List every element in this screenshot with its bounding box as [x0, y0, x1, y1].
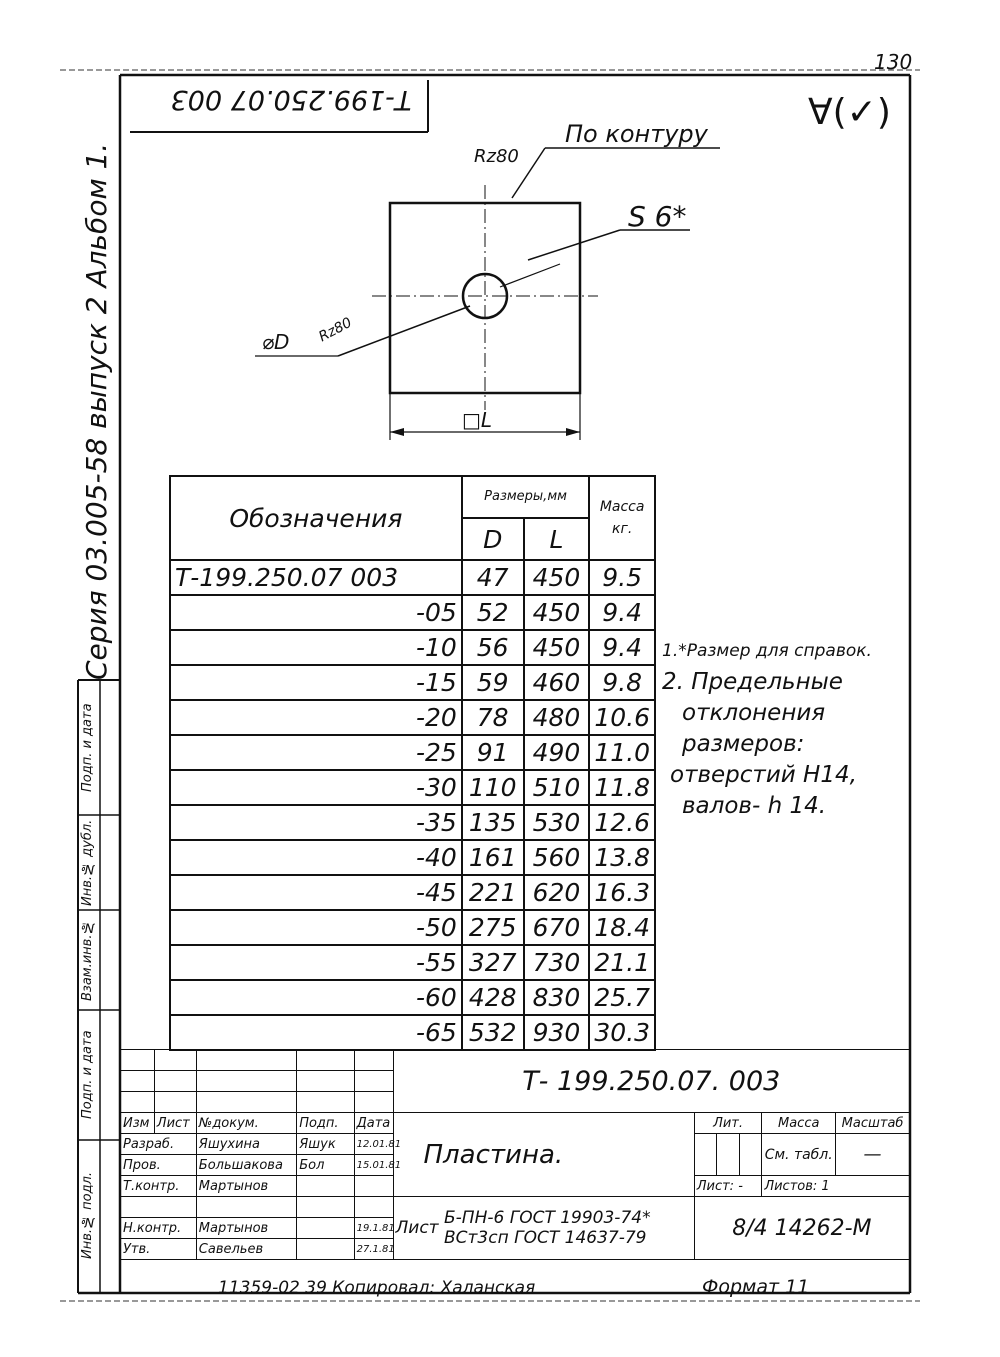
row-designation: -25	[170, 735, 462, 770]
row-mass: 25.7	[589, 980, 655, 1015]
side-stamp-vzam-inv: Взам.инв.№	[80, 919, 95, 1001]
row-designation: -05	[170, 595, 462, 630]
row-l: 560	[524, 840, 590, 875]
table-row	[170, 910, 655, 945]
series-label: Серия 03.005-58 выпуск 2 Альбом 1.	[80, 142, 113, 680]
row-designation: -45	[170, 875, 462, 910]
person-role: Н.контр.	[121, 1218, 197, 1239]
note-line: 1.*Размер для справок.	[662, 641, 872, 661]
person-role: Т.контр.	[121, 1176, 197, 1197]
row-d: 91	[462, 735, 524, 770]
person-name: Мартынов	[196, 1176, 296, 1197]
copied-by: 11359-02 39 Копировал: Халанская	[218, 1278, 536, 1298]
person-role: Разраб.	[121, 1134, 197, 1155]
contour-label: По контуру	[565, 120, 708, 148]
tb-header-izm: Изм	[121, 1113, 155, 1134]
row-l: 450	[524, 630, 590, 665]
person-date	[354, 1197, 393, 1218]
material-cell	[393, 1197, 694, 1260]
row-l: 730	[524, 945, 590, 980]
rotated-doc-code: Т-199.250.07 003	[170, 84, 412, 115]
row-designation: -15	[170, 665, 462, 700]
person-name: Савельев	[196, 1239, 296, 1260]
row-mass: 12.6	[589, 805, 655, 840]
row-mass: 11.8	[589, 770, 655, 805]
row-mass: 11.0	[589, 735, 655, 770]
person-date: 15.01.81	[354, 1155, 393, 1176]
row-mass: 9.8	[589, 665, 655, 700]
row-l: 670	[524, 910, 590, 945]
person-sign	[297, 1176, 354, 1197]
row-designation: -65	[170, 1015, 462, 1050]
person-role: Пров.	[121, 1155, 197, 1176]
row-d: 161	[462, 840, 524, 875]
table-row	[170, 595, 655, 630]
row-d: 275	[462, 910, 524, 945]
sheet-label: Лист: -	[694, 1176, 762, 1197]
row-designation: -50	[170, 910, 462, 945]
row-designation: -20	[170, 700, 462, 735]
person-name: Большакова	[196, 1155, 296, 1176]
row-mass: 21.1	[589, 945, 655, 980]
person-sign	[297, 1197, 354, 1218]
person-sign	[297, 1218, 354, 1239]
material-prefix: Лист	[395, 1218, 439, 1238]
row-designation: Т-199.250.07 003	[170, 560, 462, 595]
tb-header-list: Лист	[154, 1113, 196, 1134]
material-line-2: ВСт3сп ГОСТ 14637-79	[444, 1228, 647, 1248]
org-code: 8/4 14262-М	[694, 1197, 909, 1260]
row-mass: 16.3	[589, 875, 655, 910]
table-row	[170, 1015, 655, 1050]
person-name: Яшухина	[196, 1134, 296, 1155]
table-row	[170, 735, 655, 770]
row-mass: 10.6	[589, 700, 655, 735]
table-row	[170, 875, 655, 910]
row-l: 460	[524, 665, 590, 700]
rz-hole-label: Rz80	[316, 314, 355, 346]
row-d: 532	[462, 1015, 524, 1050]
person-role: Утв.	[121, 1239, 197, 1260]
side-stamp-inv-podl: Инв.№ подл.	[80, 1171, 95, 1259]
row-designation: -10	[170, 630, 462, 665]
row-d: 78	[462, 700, 524, 735]
person-date	[354, 1176, 393, 1197]
row-d: 59	[462, 665, 524, 700]
note-line: отверстий Н14,	[670, 762, 857, 788]
row-mass: 9.4	[589, 630, 655, 665]
person-role	[121, 1197, 197, 1218]
scale-value: —	[836, 1134, 910, 1176]
row-d: 56	[462, 630, 524, 665]
mass-label: Масса	[762, 1113, 836, 1134]
table-row	[170, 980, 655, 1015]
person-sign: Яшук	[297, 1134, 354, 1155]
row-l: 450	[524, 595, 590, 630]
row-l: 930	[524, 1015, 590, 1050]
sheet-corner-number: 130	[874, 50, 913, 74]
side-stamp-inv-dubl: Инв.№ дубл.	[80, 819, 95, 906]
row-designation: -55	[170, 945, 462, 980]
header-l: L	[524, 518, 590, 560]
row-d: 52	[462, 595, 524, 630]
table-row	[170, 665, 655, 700]
table-row	[170, 840, 655, 875]
table-row	[170, 700, 655, 735]
sheets-label: Листов: 1	[762, 1176, 910, 1197]
length-label: □L	[462, 408, 493, 432]
doc-code: Т- 199.250.07. 003	[393, 1050, 910, 1113]
row-d: 428	[462, 980, 524, 1015]
person-date: 27.1.81	[354, 1239, 393, 1260]
row-designation: -30	[170, 770, 462, 805]
row-mass: 13.8	[589, 840, 655, 875]
person-name: Мартынов	[196, 1218, 296, 1239]
format-label: Формат 11	[702, 1276, 810, 1298]
header-designation: Обозначения	[170, 476, 462, 560]
person-name	[196, 1197, 296, 1218]
side-stamp-podp-data-1: Подп. и дата	[80, 1030, 95, 1120]
rz-top-label: Rz80	[474, 146, 519, 167]
scale-label: Масштаб	[836, 1113, 910, 1134]
row-designation: -60	[170, 980, 462, 1015]
row-mass: 30.3	[589, 1015, 655, 1050]
spec-table	[169, 475, 656, 1051]
row-designation: -35	[170, 805, 462, 840]
row-mass: 18.4	[589, 910, 655, 945]
tb-header-ndoc: №докум.	[196, 1113, 296, 1134]
diameter-label: ⌀D	[262, 330, 290, 354]
header-dimensions: Размеры,мм	[462, 476, 590, 518]
person-sign: Бол	[297, 1155, 354, 1176]
row-d: 327	[462, 945, 524, 980]
header-d: D	[462, 518, 524, 560]
header-mass: Масса кг.	[589, 476, 655, 560]
tb-header-data: Дата	[354, 1113, 393, 1134]
row-d: 47	[462, 560, 524, 595]
leader-diameter	[338, 306, 470, 356]
note-line: валов- h 14.	[682, 793, 827, 819]
row-l: 830	[524, 980, 590, 1015]
material-line-1: Б-ПН-6 ГОСТ 19903-74*	[444, 1208, 651, 1228]
row-d: 135	[462, 805, 524, 840]
table-row	[170, 945, 655, 980]
note-line: отклонения	[682, 700, 826, 726]
notes	[662, 636, 872, 822]
table-row	[170, 805, 655, 840]
thickness-label: S 6*	[628, 200, 687, 233]
row-d: 221	[462, 875, 524, 910]
row-l: 620	[524, 875, 590, 910]
table-row	[170, 630, 655, 665]
table-row	[170, 770, 655, 805]
row-l: 510	[524, 770, 590, 805]
table-row	[170, 560, 655, 595]
mass-value: См. табл.	[762, 1134, 836, 1176]
person-date: 12.01.81	[354, 1134, 393, 1155]
part-name: Пластина.	[393, 1113, 694, 1197]
title-block	[120, 1049, 910, 1260]
row-l: 450	[524, 560, 590, 595]
note-line: 2. Предельные	[662, 669, 843, 695]
row-l: 480	[524, 700, 590, 735]
leader-thickness	[528, 230, 620, 260]
roughness-symbol: ∀(✓)	[808, 92, 891, 133]
row-l: 530	[524, 805, 590, 840]
row-designation: -40	[170, 840, 462, 875]
tb-header-podp: Подп.	[297, 1113, 354, 1134]
row-mass: 9.5	[589, 560, 655, 595]
row-d: 110	[462, 770, 524, 805]
person-sign	[297, 1239, 354, 1260]
side-stamp-podp-data-2: Подп. и дата	[80, 703, 95, 792]
lit-label: Лит.	[694, 1113, 762, 1134]
row-l: 490	[524, 735, 590, 770]
person-date: 19.1.81	[354, 1218, 393, 1239]
row-mass: 9.4	[589, 595, 655, 630]
note-line: размеров:	[682, 731, 805, 757]
part-drawing	[0, 0, 1000, 480]
